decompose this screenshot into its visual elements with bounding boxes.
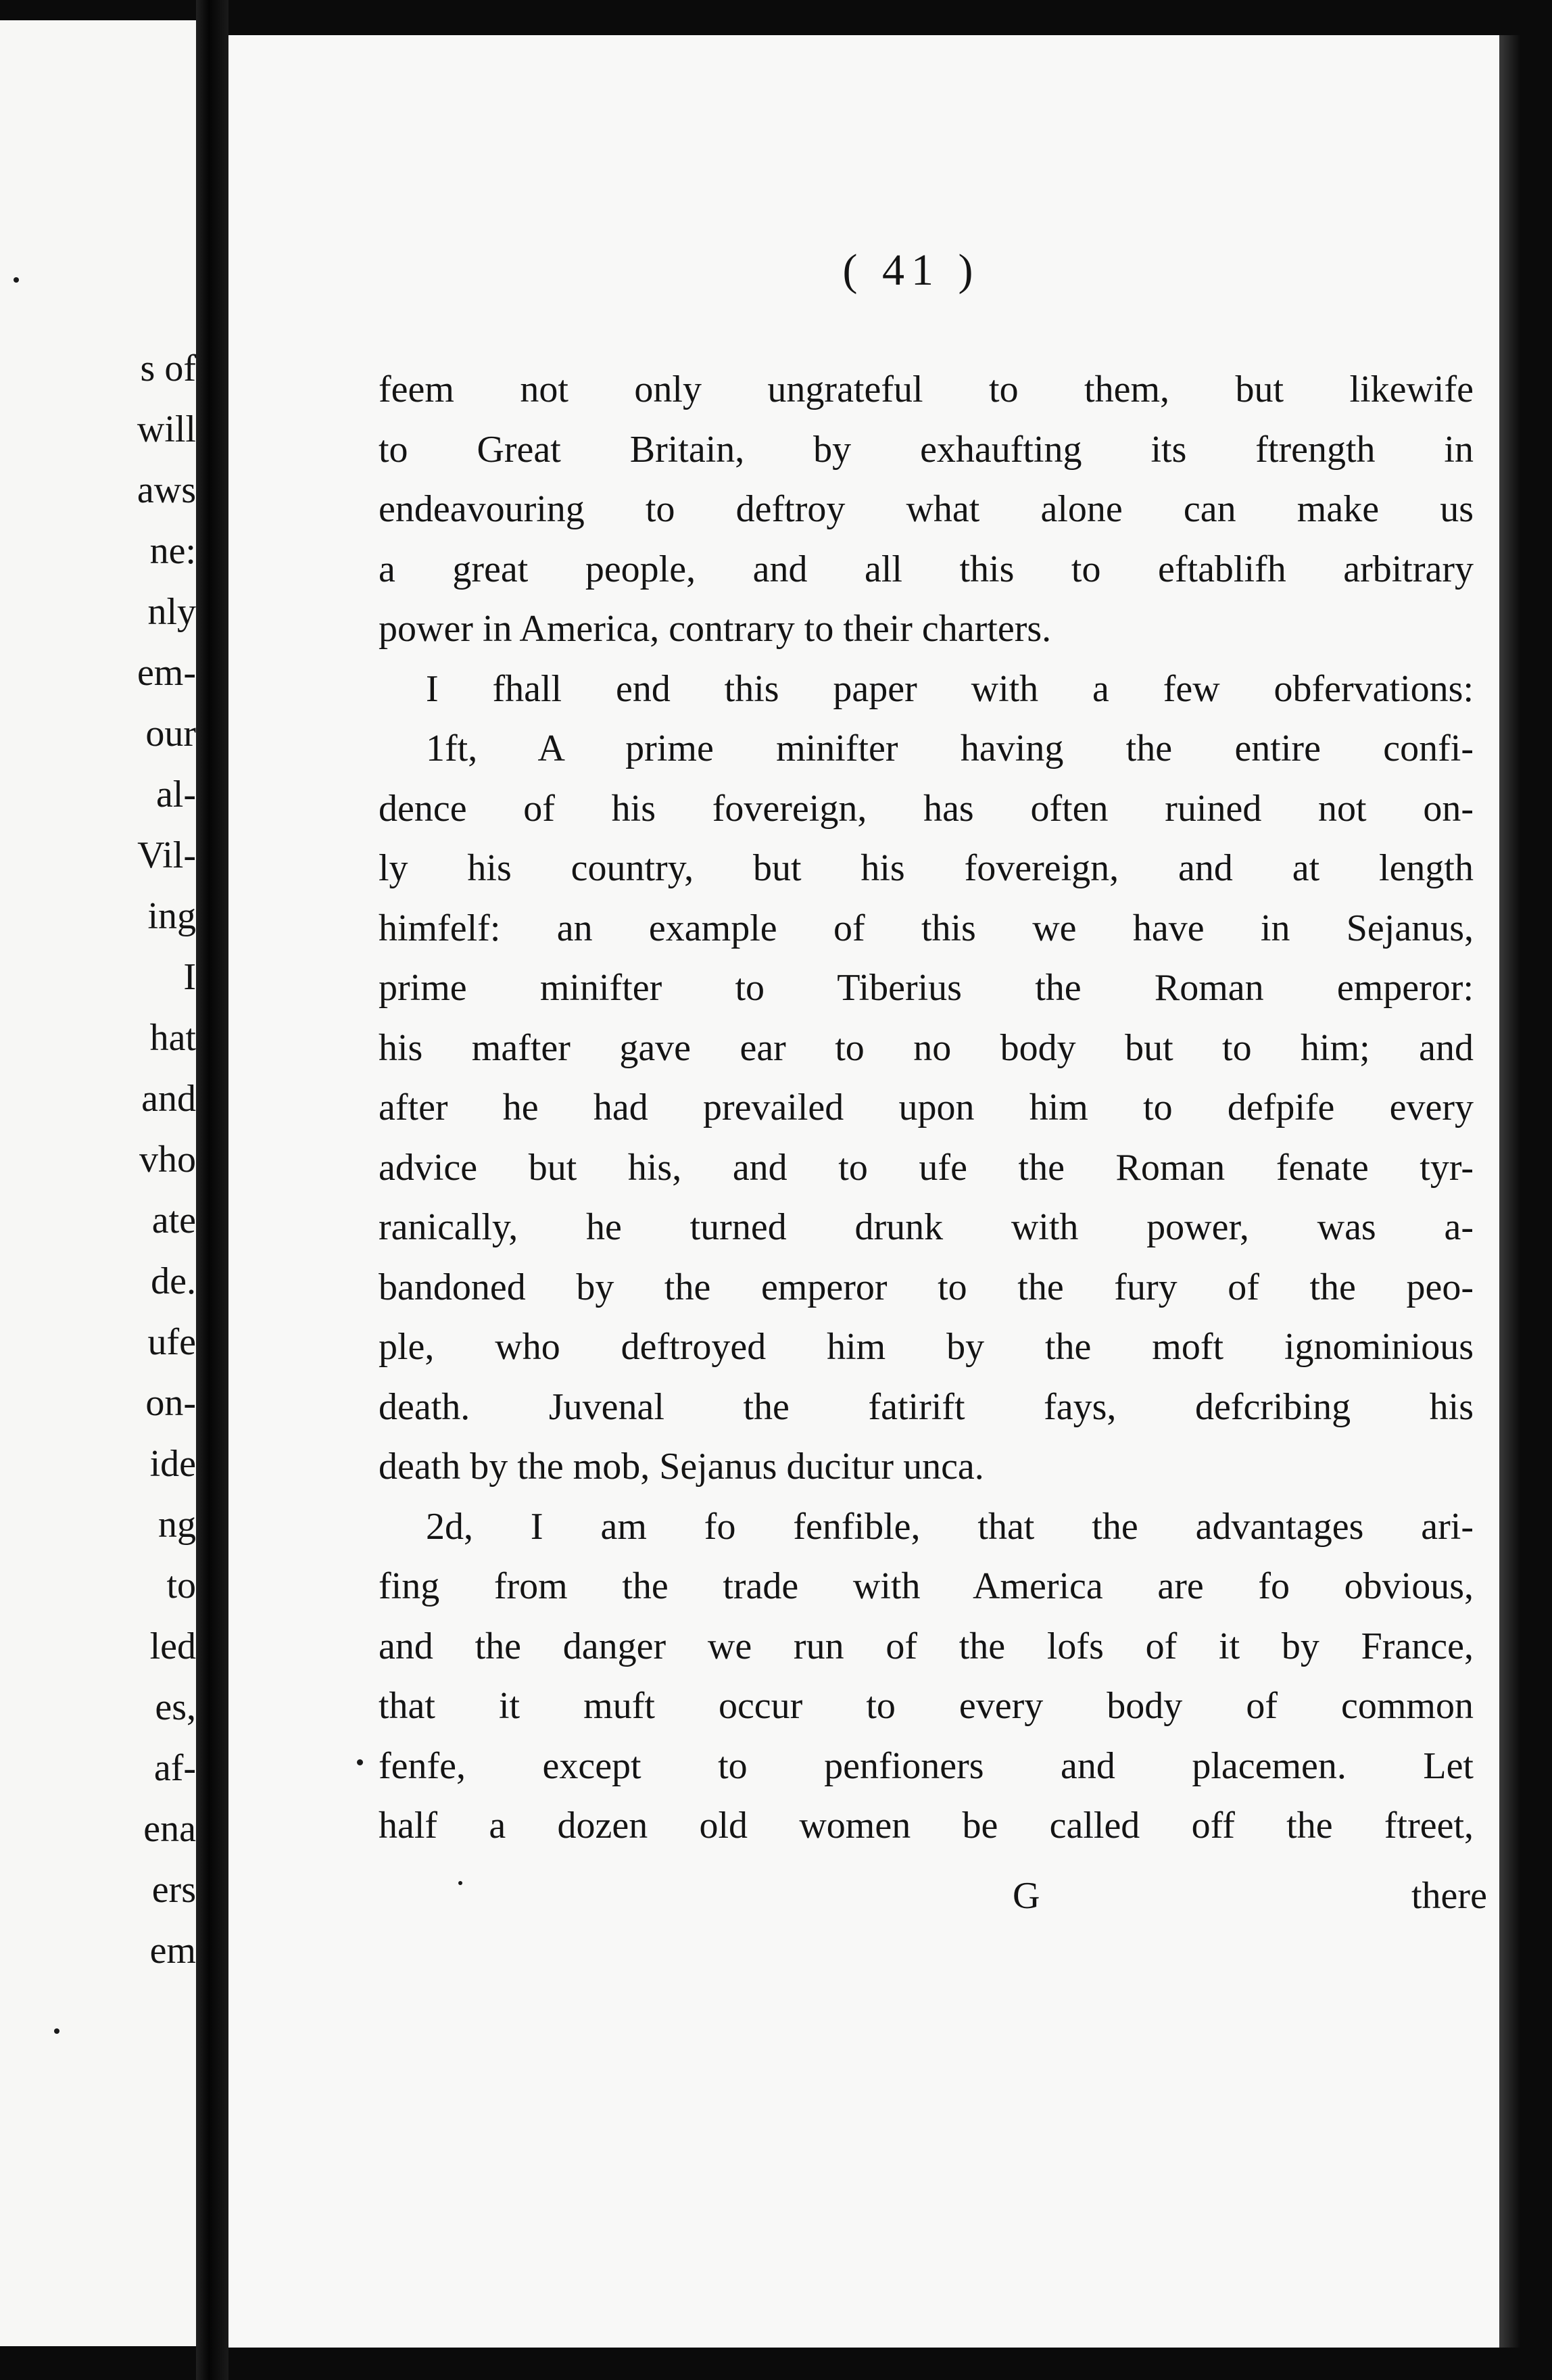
text-line: after he had prevailed upon him to defpife every xyxy=(379,1087,1474,1128)
text-line: dence of his fovereign, has often ruined not on- xyxy=(379,787,1474,830)
facing-page-line: al- xyxy=(155,774,196,815)
text-line: half a dozen old women be called off the ftreet, xyxy=(379,1805,1474,1847)
text-line: advice but his, and to ufe the Roman fenate tyr- xyxy=(379,1146,1474,1189)
text-line: I fhall end this paper with a few obfervations: xyxy=(426,667,1474,710)
facing-page-line: ufe xyxy=(147,1321,196,1363)
facing-page-line: hat xyxy=(149,1017,196,1059)
facing-page-line: ide xyxy=(149,1443,196,1485)
book-gutter xyxy=(196,0,228,2380)
ink-spot xyxy=(54,2028,59,2034)
text-line: ly his country, but his fovereign, and at length xyxy=(379,847,1474,889)
facing-page-line: ers xyxy=(151,1869,196,1911)
facing-page-line: nly xyxy=(147,591,196,633)
facing-page-line: em xyxy=(149,1930,196,1972)
text-line: death by the mob, Sejanus ducitur unca. xyxy=(379,1446,984,1488)
text-line: feem not only ungrateful to them, but likewife xyxy=(379,368,1474,410)
facing-page-line: Vil- xyxy=(137,834,196,876)
facing-page-line: I xyxy=(183,956,196,998)
text-line: ranically, he turned drunk with power, was a- xyxy=(379,1206,1474,1248)
facing-page-line: will xyxy=(137,408,196,450)
ink-spot xyxy=(357,1759,363,1765)
text-line: 1ft, A prime minifter having the entire confi- xyxy=(426,728,1474,769)
text-line: bandoned by the emperor to the fury of the peo- xyxy=(379,1266,1474,1308)
text-line: that it muft occur to every body of common xyxy=(379,1685,1474,1727)
facing-page-line: ng xyxy=(158,1504,196,1546)
facing-page-line: vho xyxy=(139,1139,196,1181)
text-line: himfelf: an example of this we have in Sejanus, xyxy=(379,907,1474,949)
facing-page-line: ing xyxy=(147,895,196,937)
facing-page-line: af- xyxy=(153,1747,196,1789)
facing-page-line: s of xyxy=(140,348,196,389)
facing-page-line: aws xyxy=(137,469,196,511)
text-line: power in America, contrary to their charters. xyxy=(379,608,1052,650)
facing-page-line: our xyxy=(145,713,196,755)
book-page xyxy=(228,35,1499,2348)
facing-page-line: ate xyxy=(151,1199,196,1241)
facing-page-line: led xyxy=(149,1625,196,1667)
text-line: ple, who deftroyed him by the moft ignominious xyxy=(379,1326,1474,1368)
facing-page-line: and xyxy=(141,1078,196,1120)
page-edge xyxy=(1499,35,1520,2348)
text-line: a great people, and all this to eftablifh arbitrary xyxy=(379,548,1474,590)
text-line: endeavouring to deftroy what alone can make us xyxy=(379,488,1474,530)
body-text xyxy=(379,360,1474,1856)
facing-page-line: ne: xyxy=(149,530,196,572)
facing-page-line: de. xyxy=(151,1260,196,1302)
facing-page-line: on- xyxy=(145,1382,196,1424)
catchword: there xyxy=(1411,1875,1487,1917)
facing-page-text xyxy=(137,338,196,1981)
text-line: prime minifter to Tiberius the Roman emperor: xyxy=(379,967,1474,1009)
text-line: to Great Britain, by exhaufting its ftrength in xyxy=(379,428,1474,471)
page-number: ( 41 ) xyxy=(842,245,980,295)
text-line: 2d, I am fo fenfible, that the advantages ari- xyxy=(426,1505,1474,1548)
facing-page xyxy=(0,20,196,2346)
facing-page-line: em- xyxy=(137,652,196,694)
text-line: fing from the trade with America are fo obvious, xyxy=(379,1565,1474,1607)
facing-page-line: to xyxy=(166,1565,196,1606)
text-line: death. Juvenal the fatirift fays, defcribing his xyxy=(379,1385,1474,1428)
text-line: and the danger we run of the lofs of it by France, xyxy=(379,1625,1474,1667)
facing-page-line: es, xyxy=(155,1686,196,1728)
ink-spot xyxy=(14,277,19,283)
text-line: his mafter gave ear to no body but to him; and xyxy=(379,1026,1474,1069)
facing-page-line: ena xyxy=(143,1808,196,1850)
ink-spot xyxy=(458,1881,462,1885)
text-line: fenfe, except to penfioners and placemen. Let xyxy=(379,1744,1474,1787)
signature-mark: G xyxy=(1013,1875,1040,1917)
